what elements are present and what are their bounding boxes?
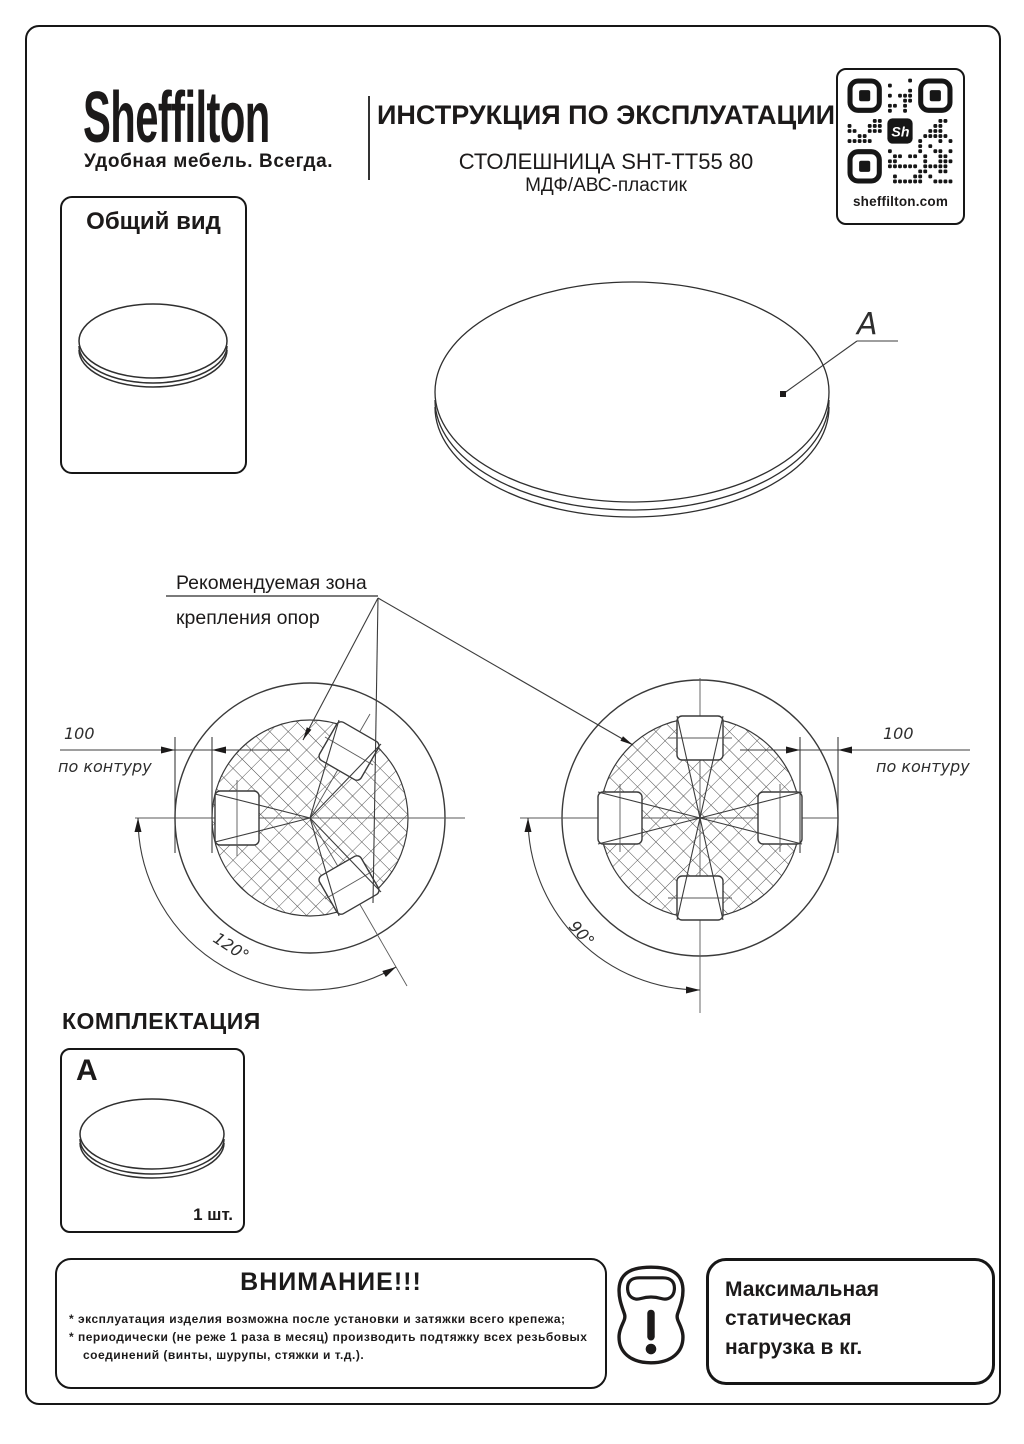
package-title: КОМПЛЕКТАЦИЯ (62, 1008, 261, 1034)
dim-right-value: 100 (883, 724, 914, 743)
dim-left-value: 100 (64, 724, 95, 743)
max-load-line-3: нагрузка в кг. (725, 1336, 863, 1359)
kettlebell-load-icon (612, 1264, 690, 1366)
product-name: СТОЛЕШНИЦА SHT-TT55 80 (458, 149, 754, 174)
warning-line-2: * периодически (не реже 1 раза в месяц) производить подтяжку всех резьбовых (69, 1330, 588, 1344)
warning-box (55, 1258, 607, 1389)
warning-title: ВНИМАНИЕ!!! (240, 1268, 422, 1296)
qr-code (847, 78, 953, 184)
angle-right-label: 90° (565, 916, 599, 951)
qr-center-logo: Sh (891, 123, 910, 140)
detail-callout-point (780, 391, 786, 397)
diagram-four-legs (520, 678, 970, 1013)
general-view-drawing (68, 296, 238, 416)
exclamation-bar (647, 1310, 654, 1341)
qr-block (836, 68, 965, 225)
max-load-line-2: статическая (725, 1307, 852, 1330)
general-view-title: Общий вид (86, 208, 221, 235)
package-item-panel (60, 1048, 245, 1233)
qr-caption: sheffilton.com (852, 194, 949, 209)
dim-right-note: по контуру (876, 757, 970, 776)
warning-line-3: соединений (винты, шурупы, стяжки и т.д.). (83, 1348, 365, 1362)
package-item-quantity: 1 шт. (193, 1205, 233, 1224)
header-divider (368, 96, 370, 180)
product-material: МДФ/АВС-пластик (525, 175, 687, 196)
page-title: ИНСТРУКЦИЯ ПО ЭКСПЛУАТАЦИИ (376, 100, 836, 130)
brand-tagline: Удобная мебель. Всегда. (84, 151, 334, 172)
main-drawing (420, 262, 980, 542)
package-item-label: A (76, 1054, 98, 1087)
max-load-line-1: Максимальная (725, 1278, 880, 1301)
dim-left-note: по контуру (58, 757, 152, 776)
general-view-panel (60, 196, 247, 474)
angle-left-label: 120° (209, 928, 253, 966)
exclamation-dot (646, 1344, 657, 1355)
package-item-drawing (67, 1092, 237, 1197)
warning-line-1: * эксплуатация изделия возможна после установки и затяжки всего крепежа; (69, 1312, 566, 1326)
detail-callout-label: A (857, 307, 878, 342)
mounting-note-line2: крепления опор (176, 607, 320, 629)
max-load-box (706, 1258, 995, 1385)
diagram-three-legs (58, 683, 465, 990)
brand-logo: Sheffilton (83, 78, 270, 158)
mounting-note-line1: Рекомендуемая зона (176, 572, 367, 594)
mounting-diagrams (40, 575, 990, 1020)
